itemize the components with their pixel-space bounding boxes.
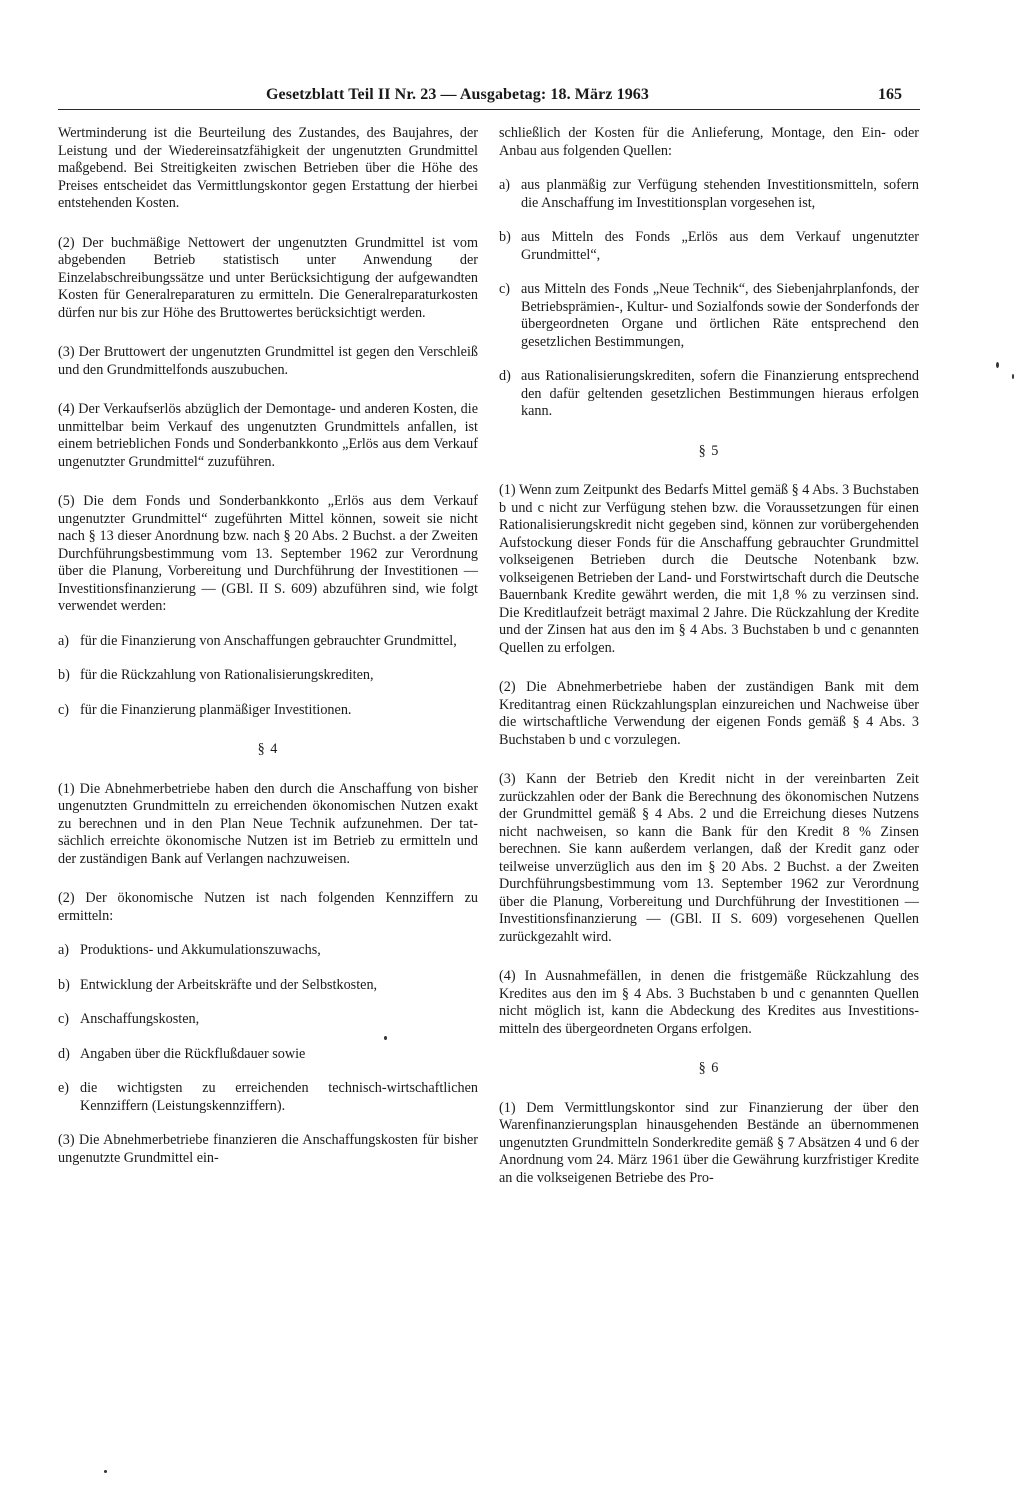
list-item (499, 281, 919, 351)
section-4-paragraph-2: (2) Der ökonomische Nutzen ist nach folgenden Kennziffern zu ermitteln: (58, 890, 478, 924)
list-marker: a) (499, 177, 511, 193)
page-number: 165 (878, 86, 902, 103)
list-text: aus Mitteln des Fonds „Neue Technik“, des Siebenjahrplanfonds, der Betriebsprämien-, Kultur- und Sozialfonds sowie der Sonderfonds der übergeordneten Organe und örtlichen Räte entsprechend den gesetzlichen Bestimmungen, (521, 281, 919, 350)
paragraph-3: (3) Der Bruttowert der ungenutzten Grundmittel ist gegen den Verschleiß und den Grundmittelfonds auszubuchen. (58, 344, 478, 378)
list-text: die wichtigsten zu erreichenden technisch-wirtschaftlichen Kennziffern (Leistungskennziffern). (80, 1080, 478, 1114)
list-marker: c) (499, 281, 511, 297)
list-text: aus planmäßig zur Verfügung stehenden Investitionsmitteln, sofern die Anschaffung im Investitionsplan vorgesehen ist, (521, 177, 919, 211)
list-marker: b) (499, 229, 511, 245)
section-heading-5: § 5 (698, 442, 720, 459)
list-marker: c) (58, 1011, 70, 1027)
scan-speck (384, 1036, 387, 1040)
list-marker: d) (58, 1045, 70, 1062)
list-item (58, 1011, 478, 1029)
list-text: für die Finanzierung von Anschaffungen gebrauchter Grundmittel, (80, 632, 457, 649)
list-marker: e) (58, 1080, 70, 1096)
paragraph-intro: Wertminderung ist die Beurteilung des Zustandes, des Baujahres, der Leistung und der Wiedereinsatzfähigkeit der ungenutzten Grundmittel maßgebend. Bei Streitigkeiten zwischen Betrieben über die Höhe des Preises entscheidet das Vermittlungskontor gegen Erstattung der hierbei entstehenden Kosten. (58, 125, 478, 211)
gazette-title: Gesetzblatt Teil II Nr. 23 — Ausgabetag: 18. März 1963 (266, 86, 650, 103)
list-text: Produktions- und Akkumulationszuwachs, (80, 942, 321, 958)
list-text: Angaben über die Rückflußdauer sowie (80, 1045, 306, 1062)
list-item (58, 1080, 478, 1115)
header-rule (58, 109, 920, 110)
paragraph-5: (5) Die dem Fonds und Sonderbankkonto „Erlös aus dem Verkauf ungenutzter Grundmittel“ zugeführten Mittel können, soweit sie nicht nach § 13 dieser Anordnung bzw. nach § 20 Abs. 2 Buchst. a der Zweiten Durchführungsbestimmung vom 13. September 1962 zur Verordnung über die Planung, Vorbereitung und Durchführung der Investitionen — Investitionsfinanzierung — (GBl. II S. 609) abzuführen sind, wie folgt verwendet werden: (58, 493, 478, 614)
list-text: aus Mitteln des Fonds „Erlös aus dem Verkauf ungenutzter Grundmittel“, (521, 229, 919, 263)
list-text: Entwicklung der Arbeitskräfte und der Selbstkosten, (80, 976, 378, 993)
list-item (499, 177, 919, 212)
section-heading-4: § 4 (257, 741, 279, 757)
section-5-paragraph-2: (2) Die Abnehmerbetriebe haben der zuständigen Bank mit dem Kreditantrag einen Rückzahlungsplan einzureichen und Nachweise über die wirtschaftliche Verwendung der eigenen Fonds gemäß § 4 Abs. 3 Buchstaben b und c vorzulegen. (499, 679, 919, 748)
scan-speck (1012, 374, 1014, 379)
list-text: aus Rationalisierungskrediten, sofern die Finanzierung entsprechend den dafür geltenden gesetzlichen Bestimmungen hieraus erfolgen kann. (521, 368, 919, 419)
section-5-paragraph-4: (4) In Ausnahmefällen, in denen die fristgemäße Rückzahlung des Kredites aus den im § 4 Abs. 3 Buchstaben b und c genannten Quellen nicht möglich ist, kann die Abdeckung des Kredites aus Investitionsmitteln des übergeordneten Organs erfolgen. (499, 968, 919, 1037)
section-heading-6: § 6 (698, 1060, 720, 1076)
list-item (58, 702, 478, 720)
section-5-paragraph-1: (1) Wenn zum Zeitpunkt des Bedarfs Mittel gemäß § 4 Abs. 3 Buchstaben b und c nicht zur Verfügung stehen bzw. die Voraussetzungen für einen Rationalisierungskredit nicht gegeben sind, können zur vorübergehenden Aufstockung dieser Fonds für die Anschaffung gebrauchter Grundmittel volkseigenen Betrieben durch die Deutsche Notenbank bzw. volkseigenen Betrieben der Land- und Forstwirtschaft durch die Deutsche Bauernbank Kredite gewährt werden, die mit 1,8 % zu verzinsen sind. Die Kreditlaufzeit beträgt maximal 2 Jahre. Die Rückzahlung der Kredite und der Zinsen hat aus den im § 4 Abs. 3 Buchstaben b und c genannten Quellen zu erfolgen. (499, 482, 919, 656)
list-item (499, 368, 919, 421)
paragraph-continuation: schließlich der Kosten für die Anlieferung, Montage, den Ein- oder Anbau aus folgenden Quellen: (499, 125, 919, 159)
list-marker: a) (58, 942, 70, 958)
list-item (58, 667, 478, 685)
list-item (58, 942, 478, 960)
left-column (58, 125, 478, 1167)
list-item (58, 1046, 478, 1064)
list-text: für die Finanzierung planmäßiger Investitionen. (80, 701, 352, 718)
list-marker: c) (58, 701, 70, 718)
right-column (499, 125, 919, 1187)
section-4-paragraph-1: (1) Die Abnehmerbetriebe haben den durch die Anschaffung von bisher ungenutzten Grundmitteln zu erreichenden ökonomischen Nutzen exakt zu berechnen und in den Plan Neue Technik aufzunehmen. Der tatsächlich erreichte ökonomische Nutzen ist im Betrieb zu ermitteln und der zuständigen Bank auf Verlangen nachzuweisen. (58, 780, 478, 867)
paragraph-4: (4) Der Verkaufserlös abzüglich der Demontage- und anderen Kosten, die unmittelbar beim Verkauf des ungenutzten Grundmittels anfallen, ist einem betrieblichen Fonds und Sonderbankkonto „Erlös aus dem Verkauf ungenutzter Grundmittel“ zuzuführen. (58, 401, 478, 470)
section-5-paragraph-3: (3) Kann der Betrieb den Kredit nicht in der vereinbarten Zeit zurückzahlen oder der Bank die Berechnung des ökonomischen Nutzens der Grundmittel gemäß § 4 Abs. 2 und die Erreichung dieses Nutzens nicht nachweisen, so kann die Bank für den Kredit 8 % Zinsen berechnen. Sie kann außerdem verlangen, daß der Kredit ganz oder teilweise unverzüglich aus den im § 20 Abs. 2 Buchst. a der Zweiten Durchführungsbestimmung vom 13. September 1962 zur Verordnung über die Planung, Vorbereitung und Durchführung der Investitionen — Investitionsfinanzierung — (GBl. II S. 609) vorgesehenen Quellen zurückgezahlt wird. (499, 771, 919, 945)
list-item (499, 229, 919, 264)
list-item (58, 977, 478, 995)
list-marker: a) (58, 632, 70, 649)
list-item (58, 633, 478, 651)
page-header (0, 86, 1024, 110)
list-text: für die Rückzahlung von Rationalisierungskrediten, (80, 667, 374, 683)
list-marker: b) (58, 667, 70, 683)
paragraph-2: (2) Der buchmäßige Nettowert der ungenutzten Grundmittel ist vom abgebenden Betrieb statistisch unter Anwendung der Einzelabschreibungssätze und unter Berücksichtigung der aufgewandten Kosten für Generalreparaturen zu ermitteln. Die Generalreparaturkosten dürfen nur bis zur Höhe des Bruttowertes berücksichtigt werden. (58, 234, 478, 321)
section-4-paragraph-3: (3) Die Abnehmerbetriebe finanzieren die Anschaffungskosten für bisher ungenutzte Grundmittel ein- (58, 1132, 478, 1166)
section-6-paragraph-1: (1) Dem Vermittlungskontor sind zur Finanzierung der über den Warenfinanzierungsplan hinausgehenden Bestände an übernommenen ungenutzten Grundmitteln Sonderkredite gemäß § 7 Absätzen 4 und 6 der Anordnung vom 24. März 1961 über die Gewährung kurzfristiger Kredite an die volkseigenen Betriebe des Pro- (499, 1099, 919, 1186)
scan-speck (996, 362, 999, 368)
scan-speck (104, 1470, 107, 1473)
list-marker: d) (499, 368, 511, 384)
list-marker: b) (58, 976, 70, 993)
list-text: Anschaffungskosten, (80, 1011, 200, 1027)
